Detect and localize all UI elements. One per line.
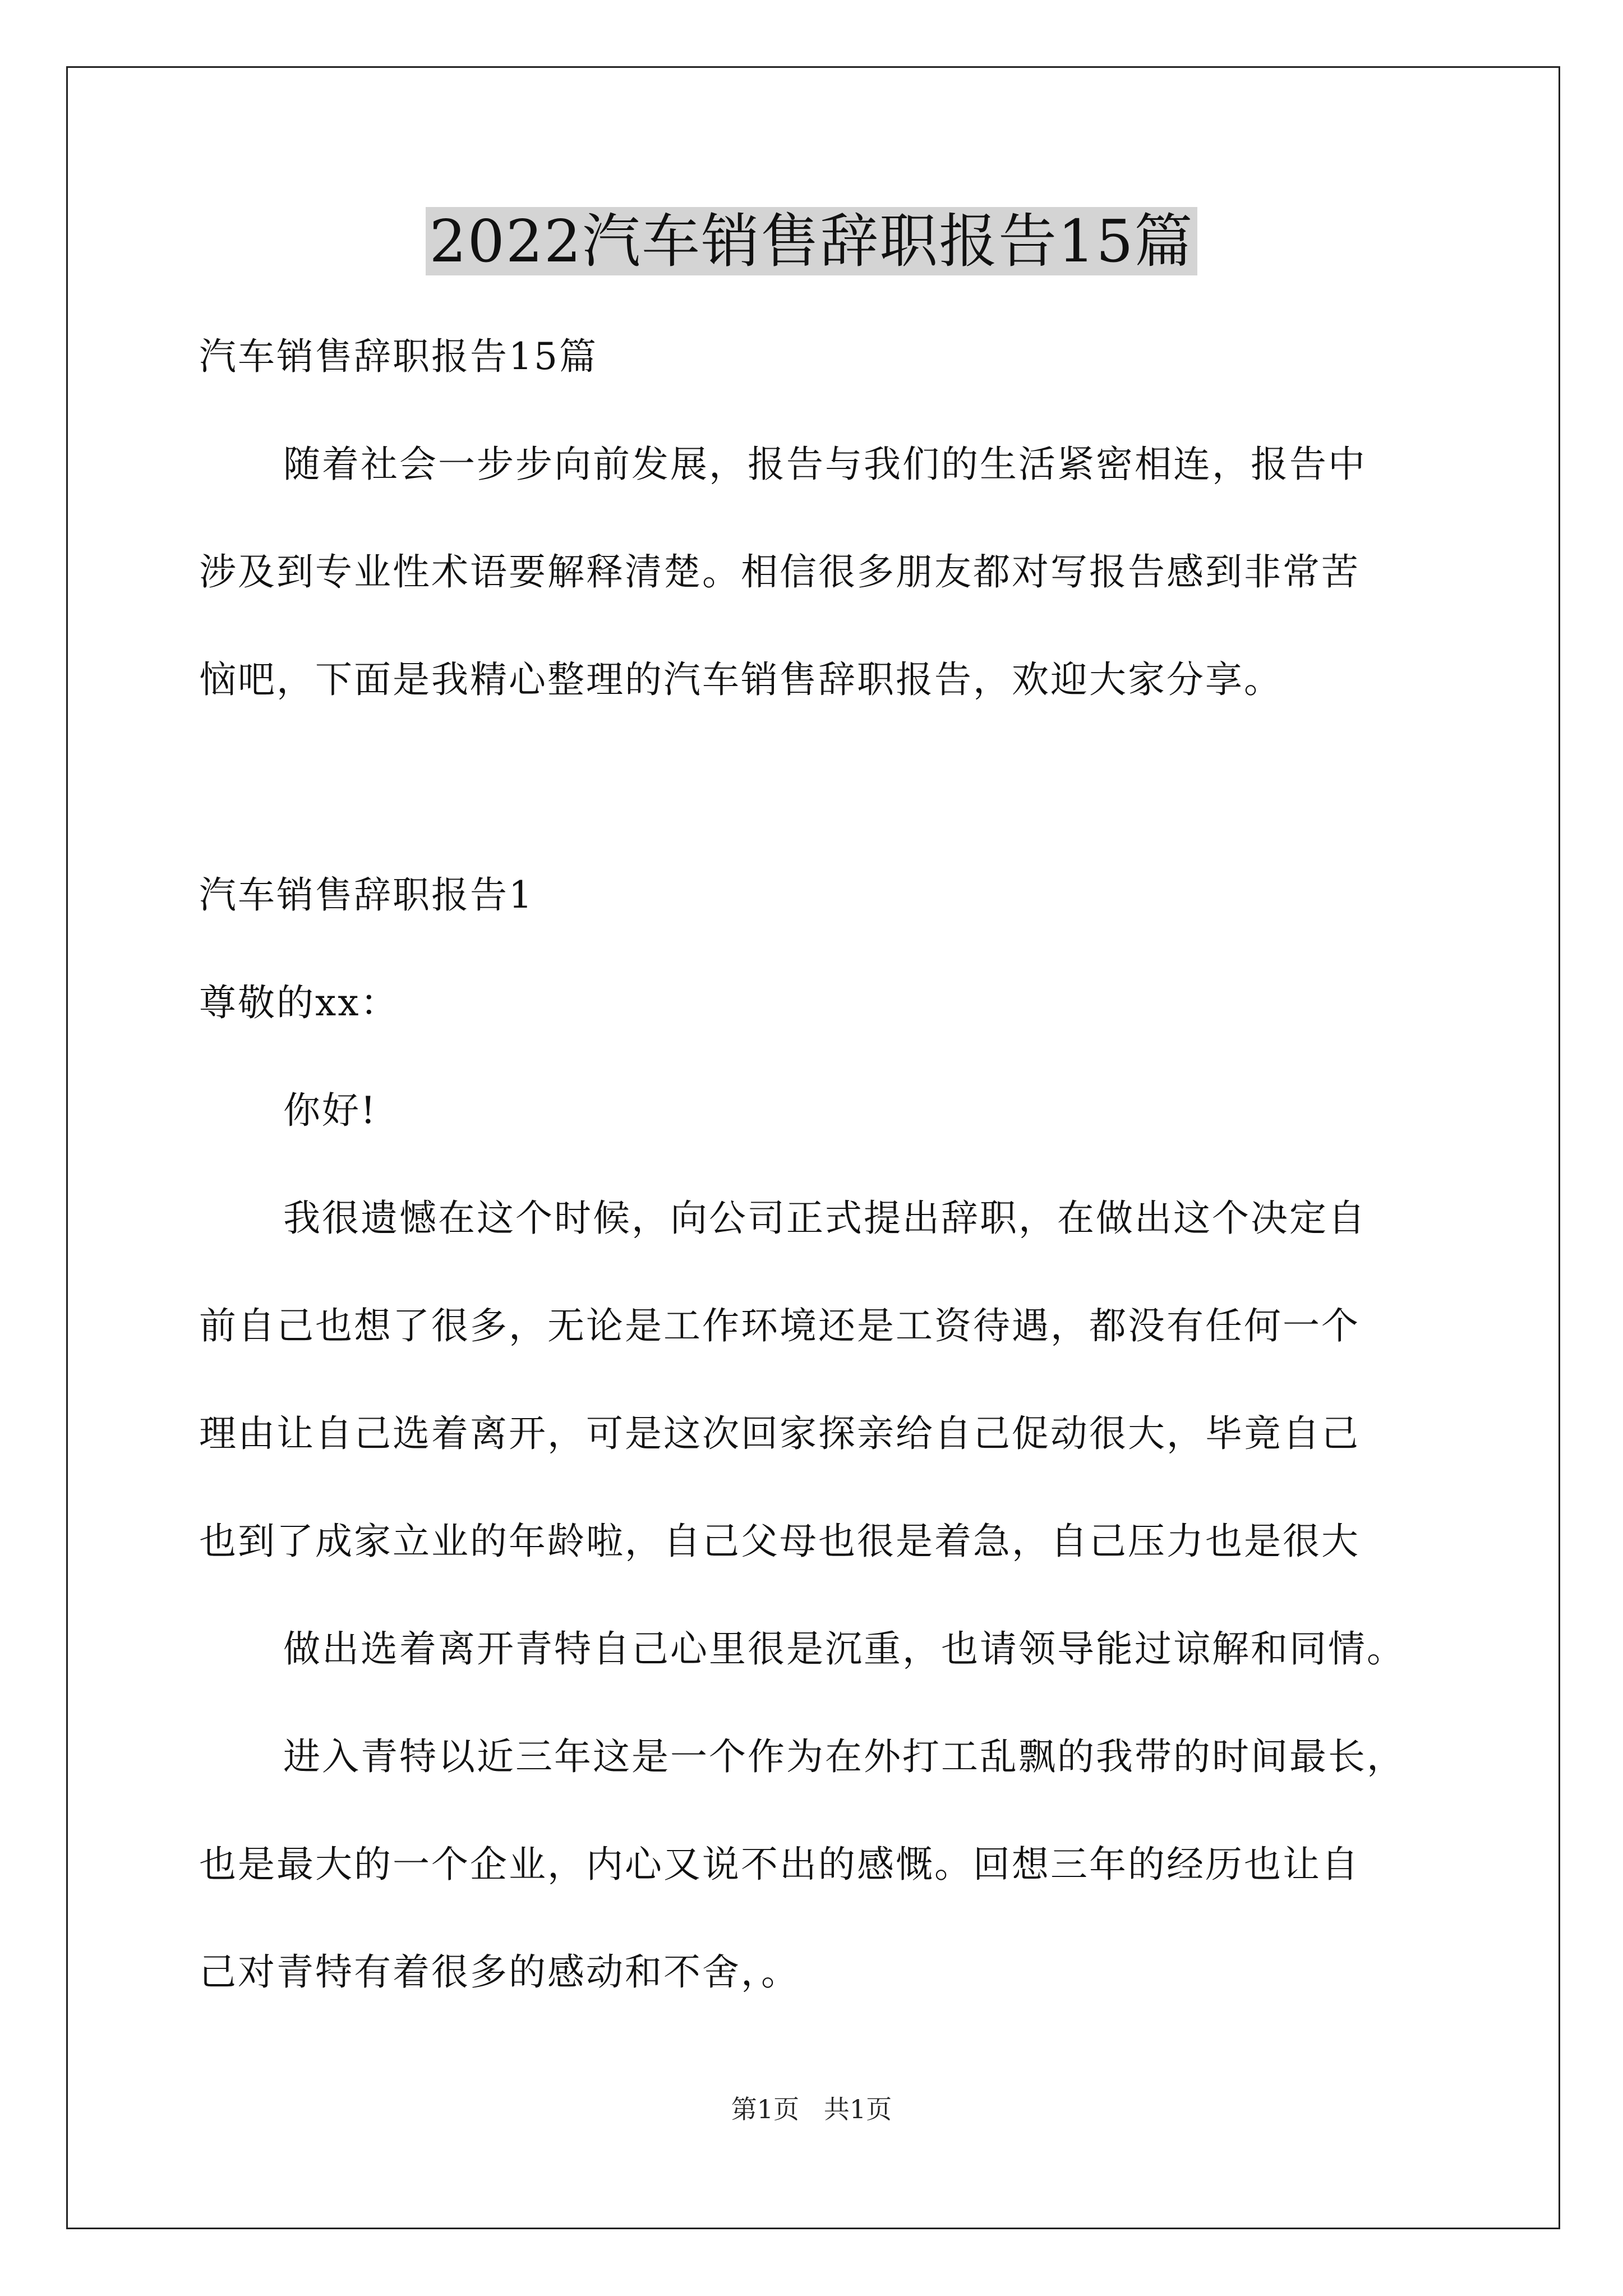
- page-footer: 第1页 共1页: [731, 2094, 892, 2124]
- document-title: [0, 202, 1623, 280]
- text-line: 也是最大的一个企业，内心又说不出的感慨。回想三年的经历也让自: [199, 1843, 1360, 1886]
- text-line: 也到了成家立业的年龄啦，自己父母也很是着急，自己压力也是很大: [199, 1520, 1360, 1563]
- text-line: 理由让自己选着离开，可是这次回家探亲给自己促动很大，毕竟自己: [199, 1412, 1360, 1455]
- text-line: 尊敬的xx：: [199, 981, 399, 1024]
- text-line: 己对青特有着很多的感动和不舍，。: [199, 1950, 800, 1994]
- text-line: 汽车销售辞职报告15篇: [199, 335, 598, 378]
- document-body: [199, 303, 1433, 2026]
- text-line: 涉及到专业性术语要解释清楚。相信很多朋友都对写报告感到非常苦: [199, 550, 1360, 593]
- text-line: 汽车销售辞职报告1: [199, 873, 534, 917]
- text-line: 恼吧，下面是我精心整理的汽车销售辞职报告，欢迎大家分享。: [199, 658, 1283, 701]
- text-line: 做出选着离开青特自己心里很是沉重，也请领导能过谅解和同情。: [283, 1627, 1405, 1671]
- text-line: 前自己也想了很多，无论是工作环境还是工资待遇，都没有任何一个: [199, 1304, 1360, 1347]
- paragraph-gap: [199, 734, 1433, 841]
- text-line: 你好!: [283, 1089, 377, 1132]
- text-line: 我很遗憾在这个时候，向公司正式提出辞职，在做出这个决定自: [283, 1197, 1367, 1240]
- text-line: 随着社会一步步向前发展，报告与我们的生活紧密相连，报告中: [283, 443, 1367, 486]
- text-line: 进入青特以近三年这是一个作为在外打工乱飘的我带的时间最长，: [283, 1735, 1405, 1778]
- document-title-text: 2022汽车销售辞职报告15篇: [426, 207, 1197, 275]
